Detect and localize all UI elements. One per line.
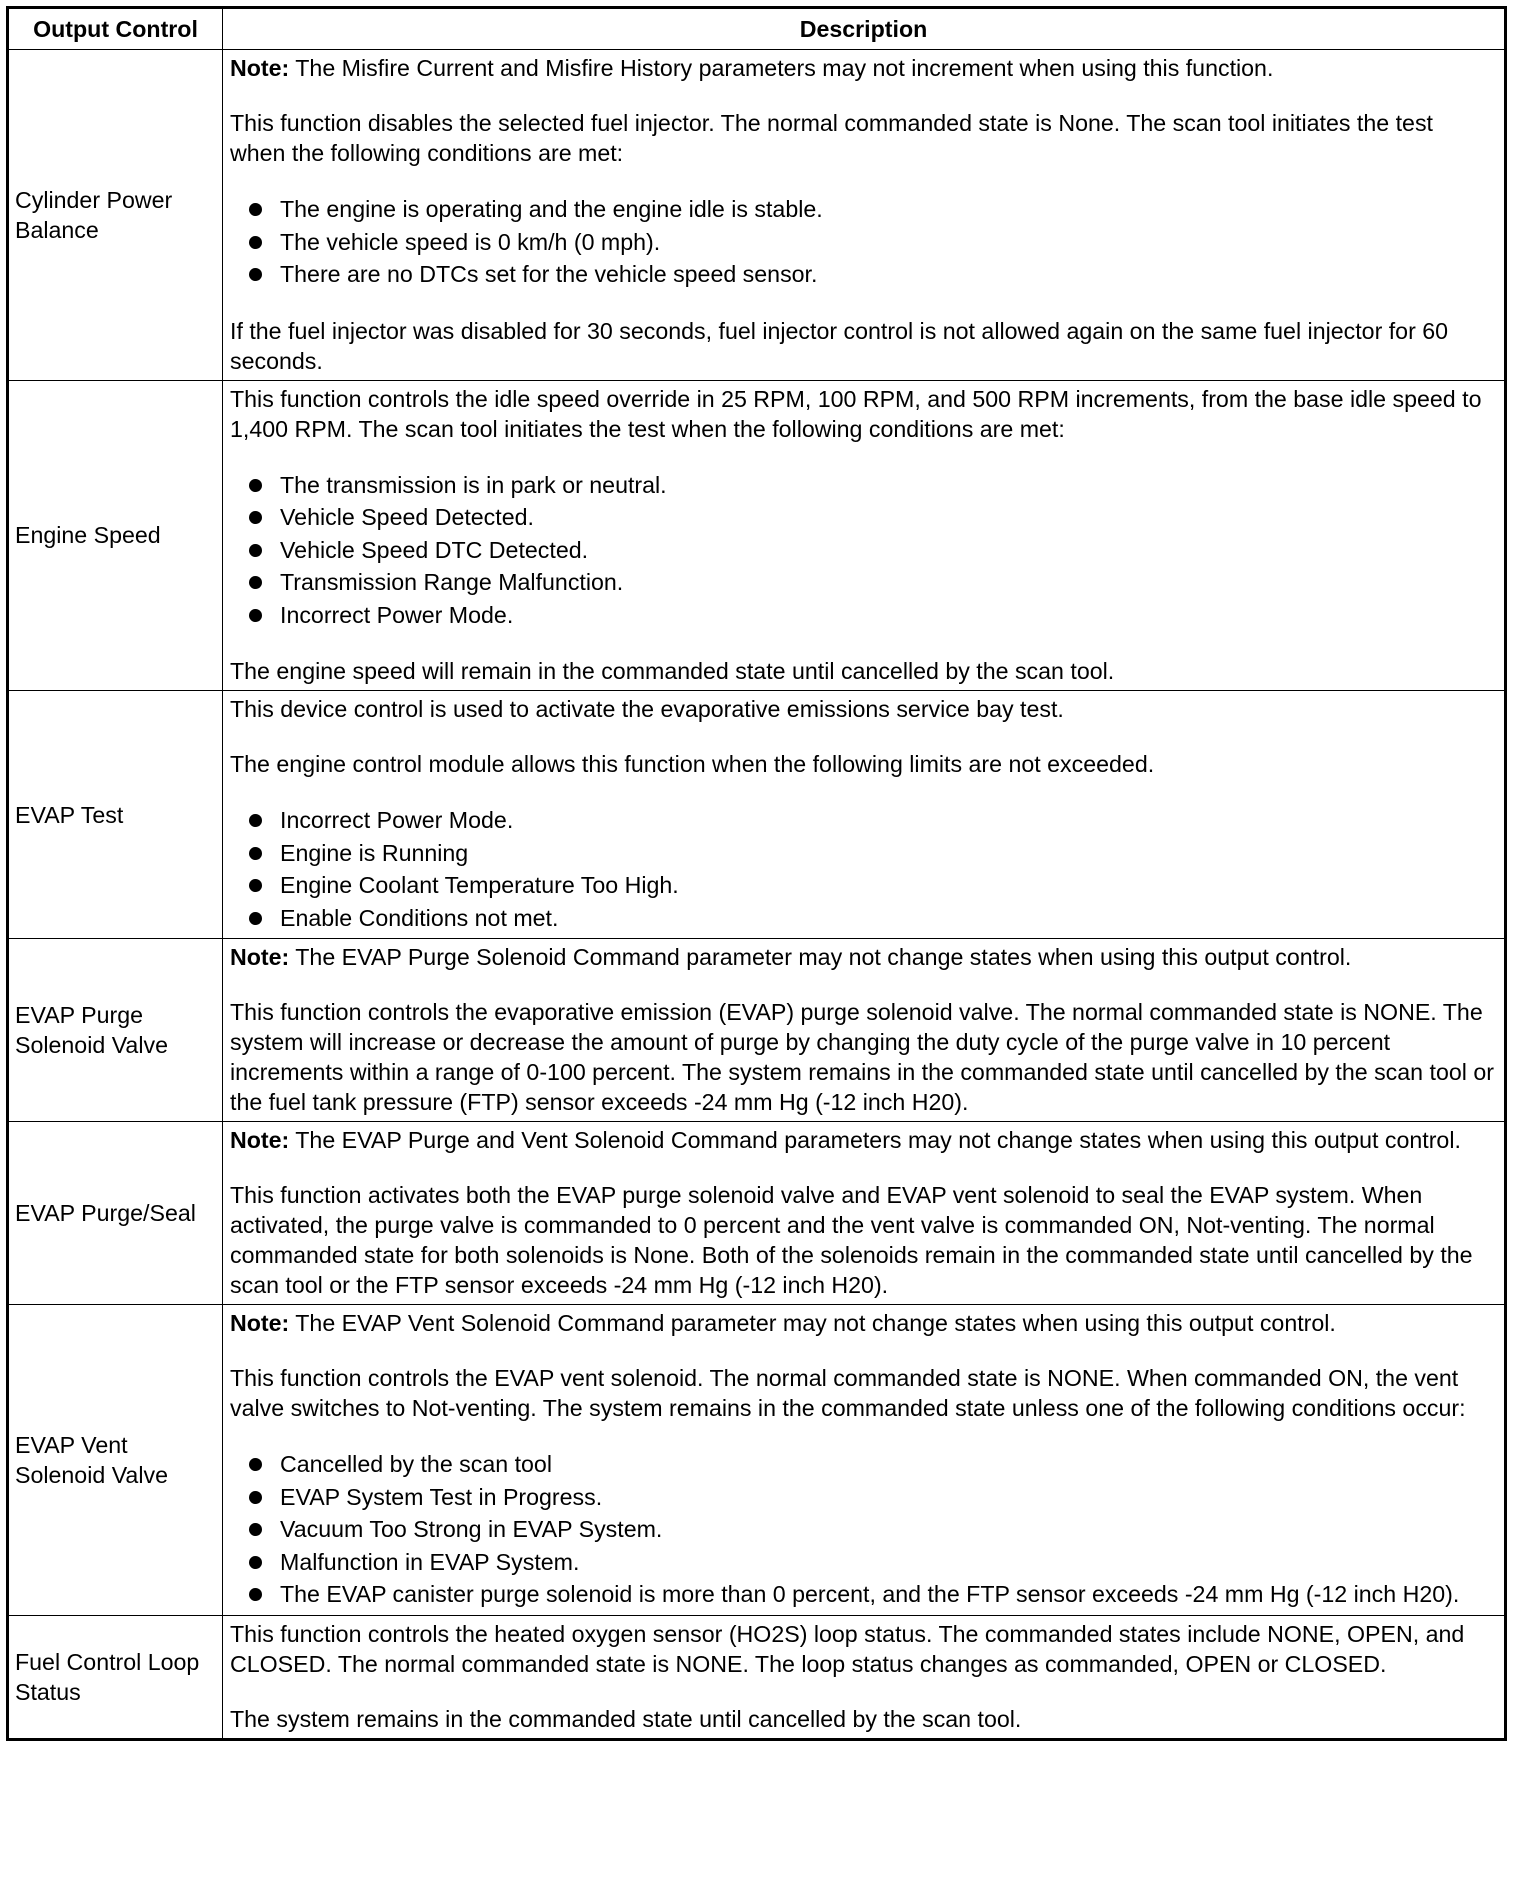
description-cell xyxy=(223,691,1506,939)
bullet-icon xyxy=(249,1458,262,1471)
table-header-row xyxy=(8,8,1506,50)
description-paragraph: This function controls the heated oxygen sensor (HO2S) loop status. The commanded states include NONE, OPEN, and CLOSED. The normal commanded state is NONE. The loop status changes as commanded, OPEN or CLOSED. xyxy=(230,1620,1465,1677)
bullet-icon xyxy=(249,479,262,492)
header-output-control: Output Control xyxy=(8,8,223,50)
list-item-text: Enable Conditions not met. xyxy=(280,904,559,931)
note xyxy=(230,1308,1494,1338)
table-row-evap-vent-solenoid-valve xyxy=(8,1305,1506,1616)
bullet-icon xyxy=(249,1491,262,1504)
description-paragraph: This function disables the selected fuel injector. The normal commanded state is None. The scan tool initiates the test when the following conditions are met: xyxy=(230,110,1433,166)
description-paragraph: The engine control module allows this function when the following limits are not exceeded. xyxy=(230,751,1155,777)
description-paragraph: This device control is used to activate the evaporative emissions service bay test. xyxy=(230,696,1064,722)
bullet-icon xyxy=(249,576,262,589)
note-label: Note: xyxy=(230,55,290,81)
note-label: Note: xyxy=(230,944,290,970)
list-item xyxy=(230,469,1494,502)
bullet-icon xyxy=(249,912,262,925)
list-item-text: Cancelled by the scan tool xyxy=(280,1451,552,1477)
note xyxy=(230,1125,1494,1155)
table-row-evap-purge-seal xyxy=(8,1122,1506,1305)
list-item xyxy=(230,566,1494,599)
condition-list xyxy=(230,193,1494,291)
description-paragraph: The engine speed will remain in the commanded state until cancelled by the scan tool. xyxy=(230,658,1115,684)
list-item-text: EVAP System Test in Progress. xyxy=(280,1483,603,1510)
description-cell xyxy=(223,1615,1506,1739)
list-item-text: Engine Coolant Temperature Too High. xyxy=(280,872,679,898)
list-item xyxy=(230,902,1494,935)
output-control-name: EVAP Purge Solenoid Valve xyxy=(8,939,223,1122)
description-cell xyxy=(223,1305,1506,1616)
list-item xyxy=(230,1513,1494,1546)
list-item xyxy=(230,501,1494,534)
description-cell xyxy=(223,50,1506,381)
description-paragraph: This function activates both the EVAP purge solenoid valve and EVAP vent solenoid to seal the EVAP system. When activated, the purge valve is commanded to 0 percent and the vent valve is commanded ON, Not-venting. The normal commanded state for both solenoids is None. Both of the solenoids remain in the commanded state until cancelled by the scan tool or the FTP sensor exceeds -24 mm Hg (-12 inch H20). xyxy=(230,1182,1473,1298)
list-item xyxy=(230,869,1494,902)
list-item-text: The vehicle speed is 0 km/h (0 mph). xyxy=(280,228,661,255)
note-label: Note: xyxy=(230,1127,290,1153)
table-row-cylinder-power-balance xyxy=(8,50,1506,381)
condition-list xyxy=(230,804,1494,934)
bullet-icon xyxy=(249,236,262,249)
list-item-text: There are no DTCs set for the vehicle speed sensor. xyxy=(280,261,818,287)
note-text: The EVAP Vent Solenoid Command parameter may not change states when using this output control. xyxy=(289,1310,1336,1336)
list-item xyxy=(230,804,1494,837)
table-row-evap-purge-solenoid-valve xyxy=(8,939,1506,1122)
bullet-icon xyxy=(249,1588,262,1601)
description-paragraph: This function controls the EVAP vent solenoid. The normal commanded state is NONE. When commanded ON, the vent valve switches to Not-venting. The system remains in the commanded state unless one of the following conditions occur: xyxy=(230,1365,1466,1421)
bullet-icon xyxy=(249,1523,262,1536)
description-paragraph: If the fuel injector was disabled for 30 seconds, fuel injector control is not allowed again on the same fuel injector for 60 seconds. xyxy=(230,317,1449,374)
output-control-table xyxy=(6,6,1507,1741)
condition-list xyxy=(230,469,1494,632)
bullet-icon xyxy=(249,847,262,860)
output-control-name: Engine Speed xyxy=(8,380,223,691)
list-item-text: Malfunction in EVAP System. xyxy=(280,1548,580,1575)
table-row-engine-speed xyxy=(8,380,1506,691)
list-item xyxy=(230,226,1494,259)
list-item xyxy=(230,1448,1494,1481)
list-item-text: Vacuum Too Strong in EVAP System. xyxy=(280,1516,663,1542)
description-cell xyxy=(223,380,1506,691)
condition-list xyxy=(230,1448,1494,1611)
list-item xyxy=(230,1481,1494,1514)
description-paragraph: This function controls the idle speed override in 25 RPM, 100 RPM, and 500 RPM increments, from the base idle speed to 1,400 RPM. The scan tool initiates the test when the following conditions are met: xyxy=(230,385,1482,442)
description-paragraph: The system remains in the commanded state until cancelled by the scan tool. xyxy=(230,1705,1022,1732)
list-item-text: Incorrect Power Mode. xyxy=(280,601,514,628)
table-row-evap-test xyxy=(8,691,1506,939)
output-control-name: EVAP Vent Solenoid Valve xyxy=(8,1305,223,1616)
list-item xyxy=(230,1546,1494,1579)
note-text: The EVAP Purge Solenoid Command parameter may not change states when using this output control. xyxy=(289,944,1352,970)
bullet-icon xyxy=(249,879,262,892)
bullet-icon xyxy=(249,544,262,557)
note xyxy=(230,942,1494,972)
output-control-name: EVAP Test xyxy=(8,691,223,939)
bullet-icon xyxy=(249,203,262,216)
bullet-icon xyxy=(249,814,262,827)
list-item-text: Engine is Running xyxy=(280,839,469,866)
note-text: The Misfire Current and Misfire History parameters may not increment when using this function. xyxy=(289,55,1274,81)
description-cell xyxy=(223,939,1506,1122)
list-item-text: The transmission is in park or neutral. xyxy=(280,471,667,498)
list-item xyxy=(230,193,1494,226)
bullet-icon xyxy=(249,1556,262,1569)
list-item xyxy=(230,599,1494,632)
list-item-text: Incorrect Power Mode. xyxy=(280,807,514,833)
bullet-icon xyxy=(249,511,262,524)
bullet-icon xyxy=(249,268,262,281)
header-description: Description xyxy=(223,8,1506,50)
list-item xyxy=(230,534,1494,567)
list-item-text: Vehicle Speed DTC Detected. xyxy=(280,536,589,563)
bullet-icon xyxy=(249,609,262,622)
table-row-fuel-control-loop-status xyxy=(8,1615,1506,1739)
note-text: The EVAP Purge and Vent Solenoid Command parameters may not change states when using this output control. xyxy=(289,1127,1461,1153)
output-control-name: Fuel Control Loop Status xyxy=(8,1615,223,1739)
list-item xyxy=(230,837,1494,870)
list-item xyxy=(230,1578,1494,1611)
list-item-text: Transmission Range Malfunction. xyxy=(280,569,624,595)
description-paragraph: This function controls the evaporative emission (EVAP) purge solenoid valve. The normal commanded state is NONE. The system will increase or decrease the amount of purge by changing the duty cycle of the purge valve in 10 percent increments within a range of 0-100 percent. The system remains in the commanded state until cancelled by the scan tool or the fuel tank pressure (FTP) sensor exceeds -24 mm Hg (-12 inch H20). xyxy=(230,999,1494,1115)
description-cell xyxy=(223,1122,1506,1305)
output-control-name: EVAP Purge/Seal xyxy=(8,1122,223,1305)
list-item xyxy=(230,258,1494,291)
list-item-text: The EVAP canister purge solenoid is more than 0 percent, and the FTP sensor exceeds -24 mm Hg (-12 inch H20). xyxy=(280,1581,1460,1607)
list-item-text: The engine is operating and the engine idle is stable. xyxy=(280,196,823,222)
output-control-name: Cylinder Power Balance xyxy=(8,50,223,381)
list-item-text: Vehicle Speed Detected. xyxy=(280,504,534,530)
note-label: Note: xyxy=(230,1310,290,1336)
note xyxy=(230,53,1494,83)
